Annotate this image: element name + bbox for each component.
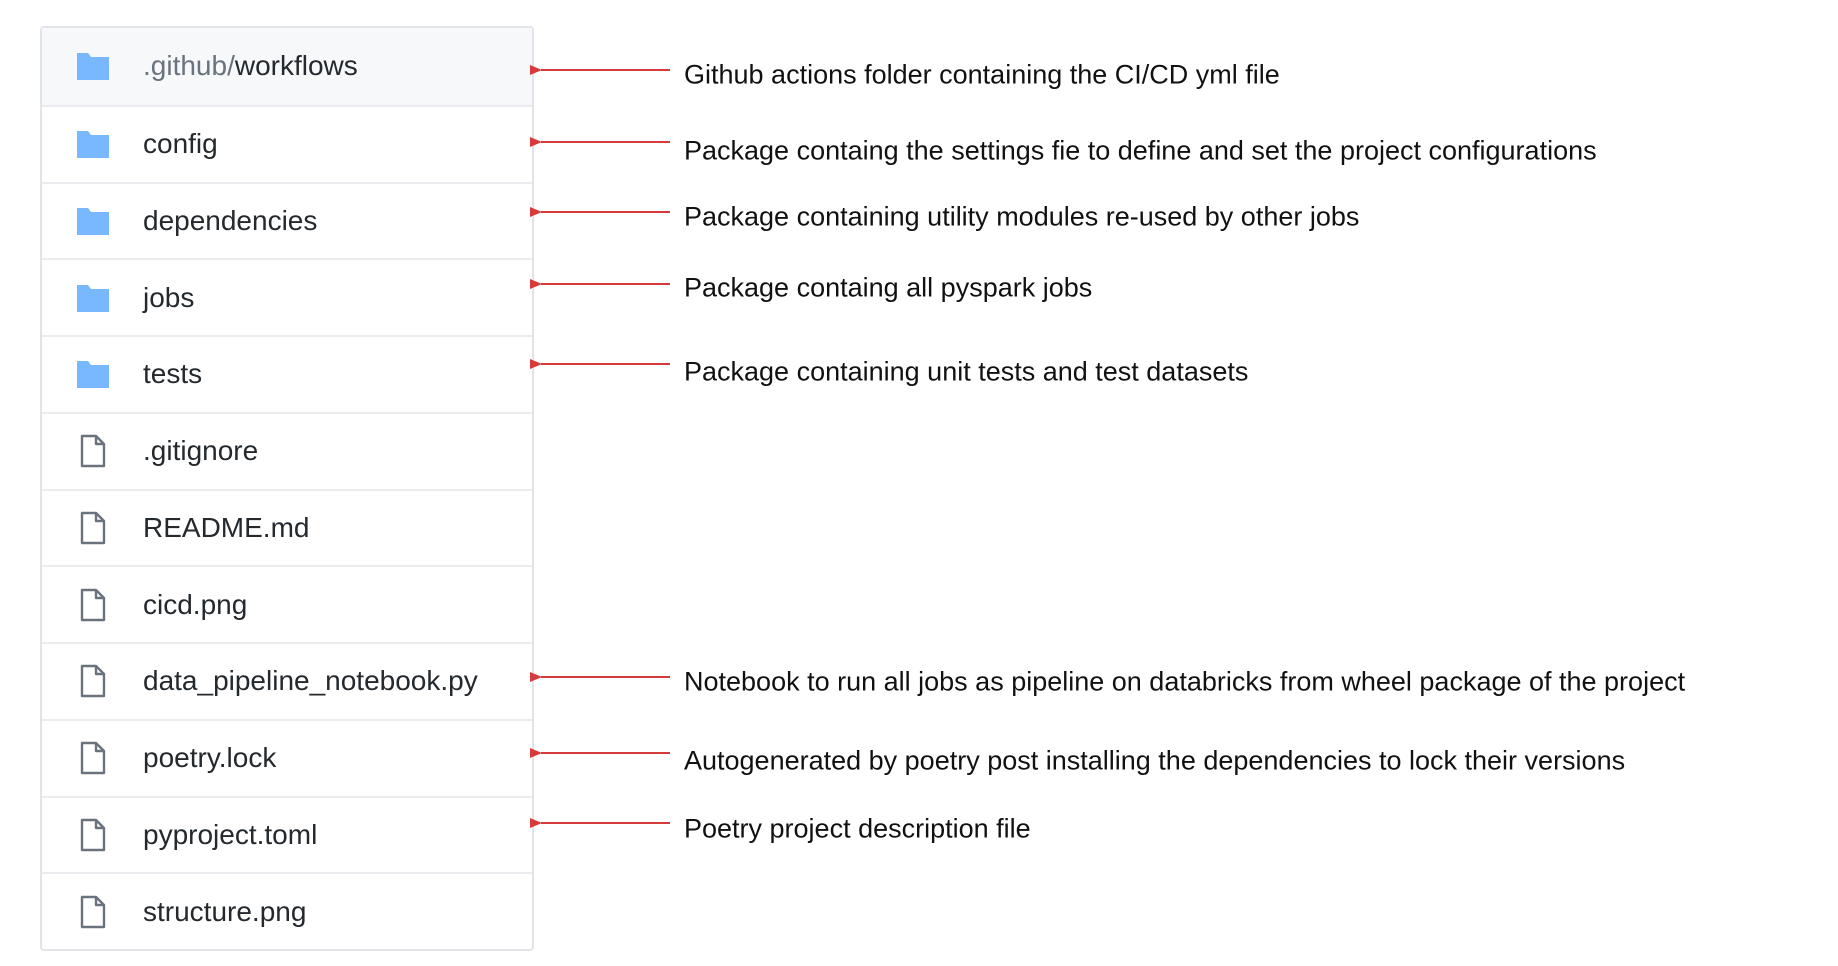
file-icon — [76, 741, 110, 775]
file-icon — [76, 588, 110, 622]
file-row-config[interactable] — [42, 105, 532, 182]
file-row-pyproject-toml[interactable] — [42, 796, 532, 873]
file-name-link[interactable]: data_pipeline_notebook.py — [143, 665, 478, 697]
folder-icon — [76, 281, 110, 315]
annotation-data-pipeline-notebook: Notebook to run all jobs as pipeline on databricks from wheel package of the project — [684, 666, 1686, 697]
file-row-data-pipeline-notebook[interactable] — [42, 642, 532, 719]
file-name-link[interactable]: pyproject.toml — [143, 818, 318, 850]
file-row-jobs[interactable] — [42, 258, 532, 335]
file-row-readme[interactable] — [42, 489, 532, 566]
annotation-config: Package containg the settings fie to define and set the project configurations — [684, 135, 1597, 166]
folder-icon — [76, 127, 110, 161]
file-name-link[interactable]: structure.png — [143, 895, 307, 927]
file-list — [40, 26, 534, 951]
file-name-link[interactable]: .github/workflows — [143, 50, 358, 82]
file-name-link[interactable]: config — [143, 128, 218, 160]
annotation-github-workflows: Github actions folder containing the CI/CD yml file — [684, 59, 1280, 90]
file-icon — [76, 434, 110, 468]
annotation-pyproject-toml: Poetry project description file — [684, 813, 1031, 844]
file-name-link[interactable]: .gitignore — [143, 435, 259, 467]
folder-icon — [76, 49, 110, 83]
file-name-link[interactable]: jobs — [143, 281, 195, 313]
folder-icon — [76, 357, 110, 391]
file-icon — [76, 895, 110, 929]
file-row-dependencies[interactable] — [42, 182, 532, 259]
file-row-structure-png[interactable] — [42, 872, 532, 949]
file-name-link[interactable]: cicd.png — [143, 588, 248, 620]
file-name-link[interactable]: dependencies — [143, 204, 318, 236]
annotation-tests: Package containing unit tests and test datasets — [684, 356, 1249, 387]
file-row-github-workflows[interactable] — [42, 28, 532, 105]
annotation-jobs: Package containg all pyspark jobs — [684, 272, 1093, 303]
file-icon — [76, 664, 110, 698]
file-row-poetry-lock[interactable] — [42, 719, 532, 796]
annotation-poetry-lock: Autogenerated by poetry post installing the dependencies to lock their versions — [684, 745, 1626, 776]
annotation-dependencies: Package containing utility modules re-used by other jobs — [684, 201, 1360, 232]
file-icon — [76, 818, 110, 852]
file-name-link[interactable]: README.md — [143, 511, 310, 543]
file-icon — [76, 511, 110, 545]
file-name-link[interactable]: tests — [143, 358, 203, 390]
file-row-tests[interactable] — [42, 335, 532, 412]
file-row-cicd-png[interactable] — [42, 565, 532, 642]
file-name-link[interactable]: poetry.lock — [143, 742, 277, 774]
folder-icon — [76, 204, 110, 238]
file-row-gitignore[interactable] — [42, 412, 532, 489]
